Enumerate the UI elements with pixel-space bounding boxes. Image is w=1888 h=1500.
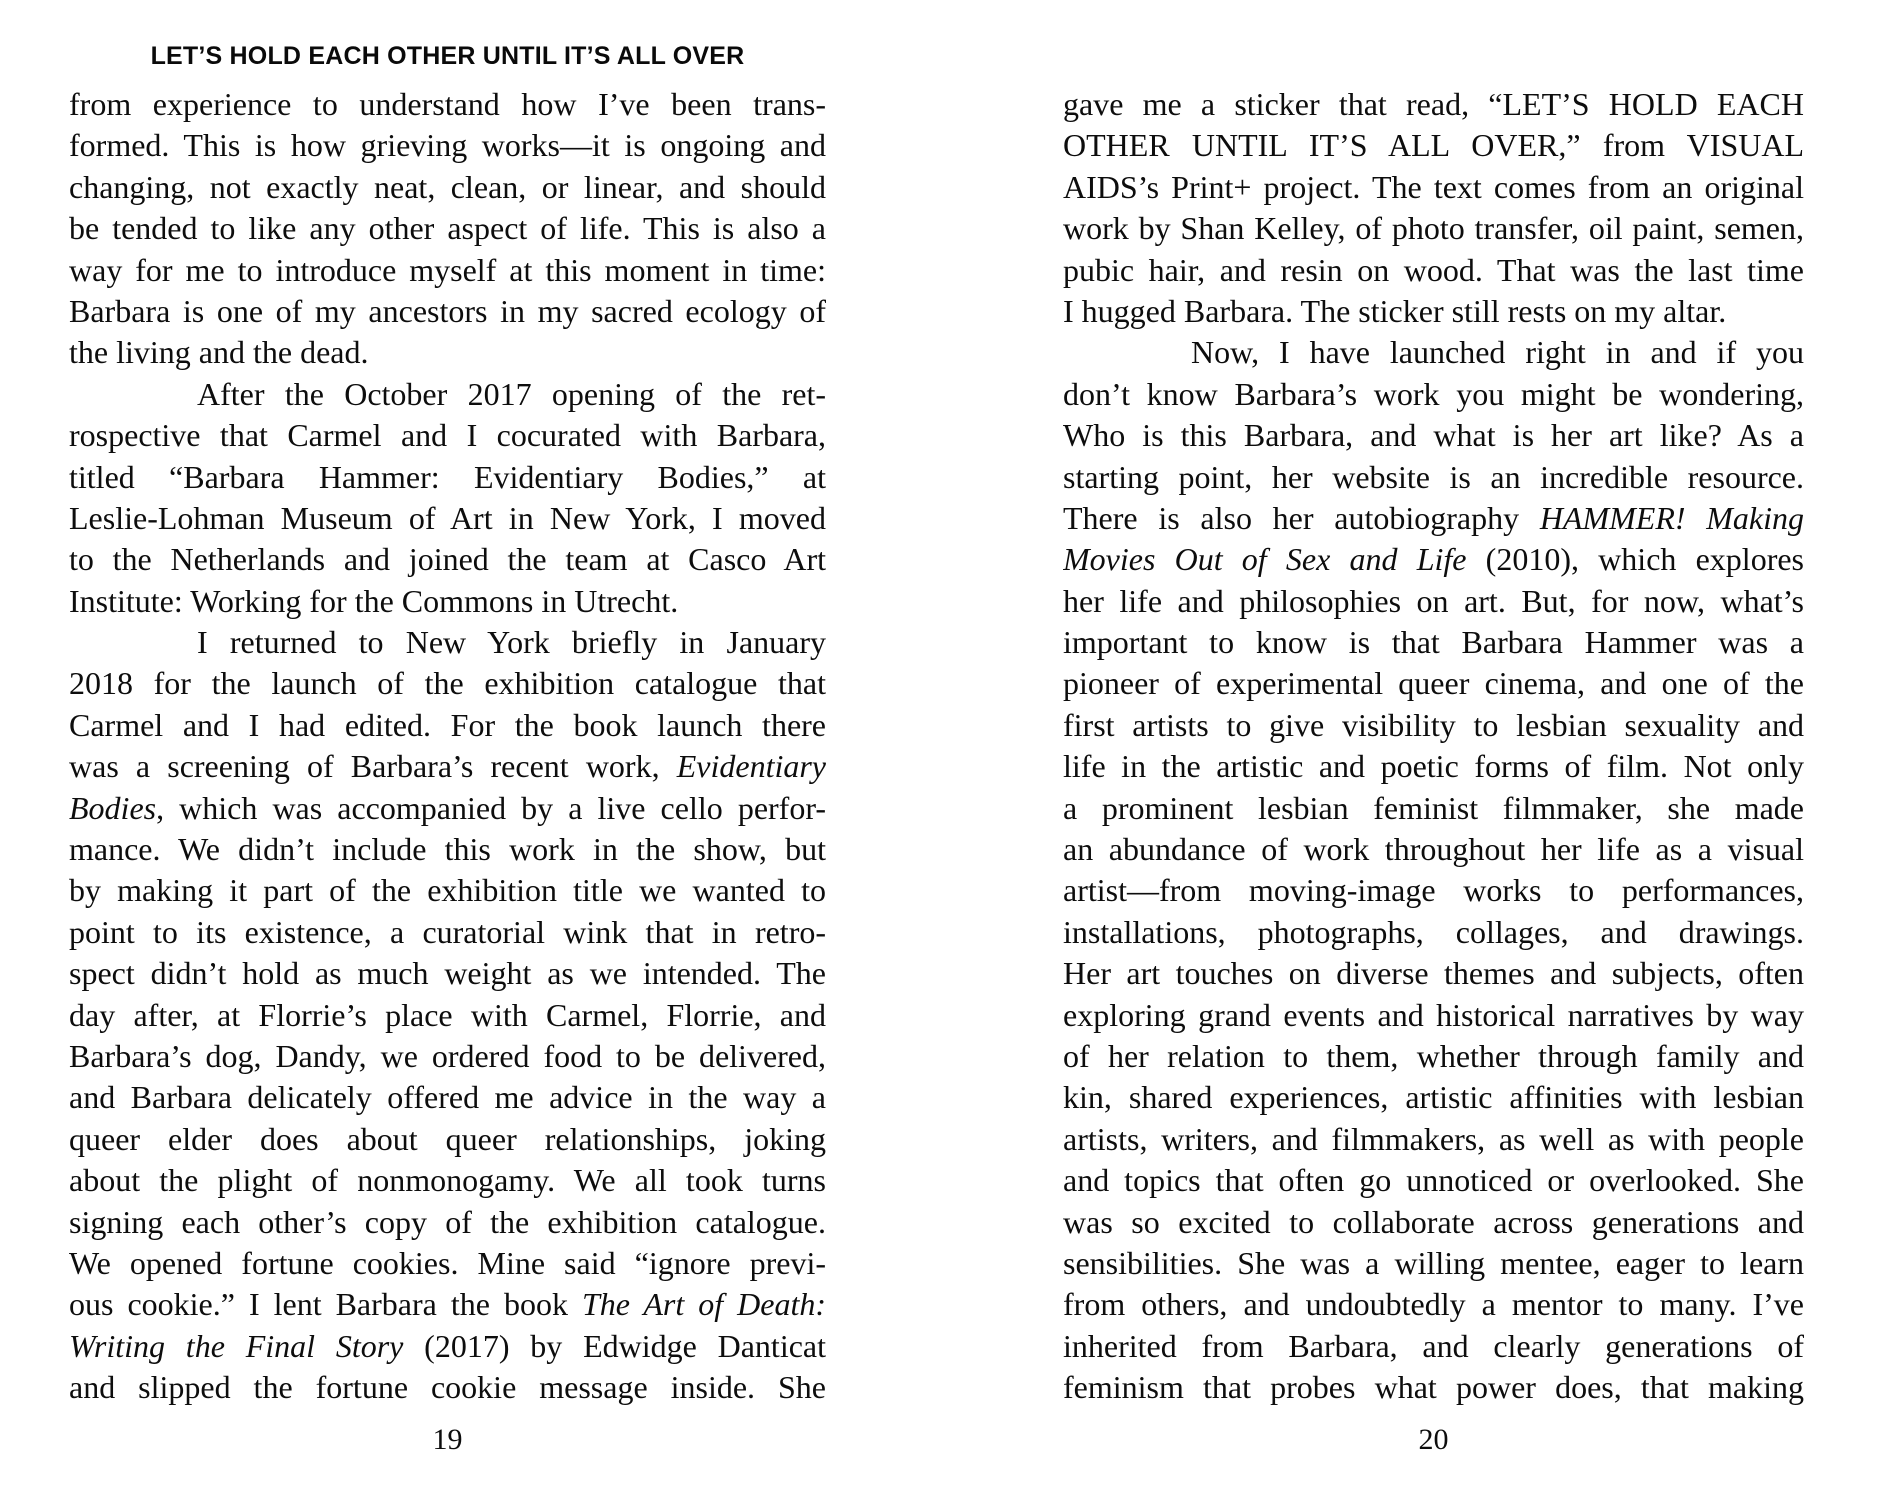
text-segment: and slipped the fortune cookie message inside. She: [69, 1369, 826, 1406]
text-segment: an abundance of work throughout her life as a visual: [1063, 831, 1804, 868]
italic-text-segment: Movies Out of Sex and Life: [1063, 541, 1467, 578]
text-line: [69, 84, 826, 125]
text-segment: OTHER UNTIL IT’S ALL OVER,” from VISUAL: [1063, 127, 1804, 164]
text-segment: first artists to give visibility to lesbian sexuality and: [1063, 706, 1804, 743]
text-segment: inherited from Barbara, and clearly generations of: [1063, 1327, 1804, 1364]
text-segment: signing each other’s copy of the exhibition catalogue.: [69, 1203, 826, 1240]
text-line: [69, 581, 826, 622]
text-segment: We opened fortune cookies. Mine said “ignore previ-: [69, 1244, 826, 1281]
italic-text-segment: The Art of Death:: [581, 1286, 826, 1323]
text-segment: Now, I have launched right in and if you: [1191, 334, 1804, 371]
text-segment: After the October 2017 opening of the ret-: [197, 375, 826, 412]
text-line: [1063, 291, 1804, 332]
text-segment: don’t know Barbara’s work you might be wondering,: [1063, 375, 1804, 412]
text-line: [1063, 829, 1804, 870]
text-segment: way for me to introduce myself at this moment in time:: [69, 251, 826, 288]
text-segment: her life and philosophies on art. But, for now, what’s: [1063, 582, 1804, 619]
text-segment: pioneer of experimental queer cinema, and one of the: [1063, 665, 1804, 702]
text-line: [1063, 498, 1804, 539]
text-segment: life in the artistic and poetic forms of film. Not only: [1063, 748, 1804, 785]
text-segment: Barbara is one of my ancestors in my sacred ecology of: [69, 292, 826, 329]
text-segment: installations, photographs, collages, and drawings.: [1063, 913, 1804, 950]
text-line: [1063, 788, 1804, 829]
text-segment: kin, shared experiences, artistic affinities with lesbian: [1063, 1079, 1804, 1116]
text-segment: from others, and undoubtedly a mentor to many. I’ve: [1063, 1286, 1804, 1323]
text-line: [1063, 1326, 1804, 1367]
text-line: [1063, 125, 1804, 166]
text-segment: Her art touches on diverse themes and subjects, often: [1063, 955, 1804, 992]
text-segment: and Barbara delicately offered me advice in the way a: [69, 1079, 826, 1116]
text-line: [1063, 953, 1804, 994]
text-segment: artist—from moving-image works to performances,: [1063, 872, 1804, 909]
page-number-left: 19: [432, 1423, 463, 1456]
page-number-right: 20: [1418, 1423, 1449, 1456]
text-line: [1063, 1160, 1804, 1201]
text-segment: formed. This is how grieving works—it is ongoing and: [69, 127, 826, 164]
text-line: [69, 1284, 826, 1325]
text-segment: gave me a sticker that read, “LET’S HOLD EACH: [1063, 86, 1804, 122]
text-line: [69, 829, 826, 870]
text-segment: to the Netherlands and joined the team at Casco Art: [69, 541, 826, 578]
text-segment: mance. We didn’t include this work in the show, but: [69, 831, 826, 868]
text-line: [1063, 167, 1804, 208]
text-segment: artists, writers, and filmmakers, as well as with people: [1063, 1120, 1804, 1157]
text-line: [1063, 1243, 1804, 1284]
text-line: [69, 498, 826, 539]
text-line: [69, 622, 826, 663]
text-line: [69, 1367, 826, 1408]
text-line: [69, 953, 826, 994]
text-segment: AIDS’s Print+ project. The text comes from an original: [1063, 168, 1804, 205]
text-line: [1063, 1077, 1804, 1118]
text-line: [1063, 1367, 1804, 1408]
italic-text-segment: HAMMER! Making: [1539, 499, 1804, 536]
text-segment: titled “Barbara Hammer: Evidentiary Bodies,” at: [69, 458, 826, 495]
text-line: [69, 1036, 826, 1077]
text-segment: sensibilities. She was a willing mentee, eager to learn: [1063, 1244, 1804, 1281]
left-page-text-column: [69, 84, 826, 1409]
text-line: [69, 415, 826, 456]
text-line: [69, 332, 826, 373]
text-line: [69, 208, 826, 249]
text-segment: Carmel and I had edited. For the book launch there: [69, 706, 826, 743]
text-line: [69, 1243, 826, 1284]
text-line: [69, 705, 826, 746]
text-segment: a prominent lesbian feminist filmmaker, she made: [1063, 789, 1804, 826]
text-line: [69, 1160, 826, 1201]
text-segment: important to know is that Barbara Hammer was a: [1063, 624, 1804, 661]
text-line: [69, 167, 826, 208]
text-segment: Who is this Barbara, and what is her art like? As a: [1063, 417, 1804, 454]
text-line: [1063, 208, 1804, 249]
text-segment: be tended to like any other aspect of life. This is also a: [69, 210, 826, 247]
text-line: [69, 995, 826, 1036]
text-line: [69, 788, 826, 829]
text-line: [69, 539, 826, 580]
text-line: [1063, 705, 1804, 746]
text-segment: work by Shan Kelley, of photo transfer, oil paint, semen,: [1063, 210, 1804, 247]
text-line: [69, 746, 826, 787]
text-segment: , which was accompanied by a live cello perfor-: [156, 789, 826, 826]
text-line: [69, 1119, 826, 1160]
text-segment: rospective that Carmel and I cocurated with Barbara,: [69, 417, 826, 454]
text-segment: day after, at Florrie’s place with Carmel, Florrie, and: [69, 996, 826, 1033]
text-segment: the living and the dead.: [69, 334, 369, 371]
text-line: [1063, 663, 1804, 704]
text-line: [1063, 539, 1804, 580]
text-line: [1063, 250, 1804, 291]
text-segment: by making it part of the exhibition title we wanted to: [69, 872, 826, 909]
text-line: [1063, 1284, 1804, 1325]
text-segment: I returned to New York briefly in January: [197, 624, 826, 661]
text-segment: starting point, her website is an incredible resource.: [1063, 458, 1804, 495]
text-line: [1063, 457, 1804, 498]
italic-text-segment: Writing the Final Story: [69, 1327, 404, 1364]
text-segment: from experience to understand how I’ve been trans-: [69, 86, 826, 122]
italic-text-segment: Bodies: [69, 789, 157, 826]
text-segment: Barbara’s dog, Dandy, we ordered food to be delivered,: [69, 1037, 826, 1074]
text-segment: spect didn’t hold as much weight as we intended. The: [69, 955, 826, 992]
text-segment: of her relation to them, whether through family and: [1063, 1037, 1804, 1074]
text-segment: feminism that probes what power does, that making: [1063, 1369, 1804, 1406]
text-line: [1063, 581, 1804, 622]
text-segment: queer elder does about queer relationships, joking: [69, 1120, 826, 1157]
text-line: [1063, 415, 1804, 456]
text-segment: ous cookie.” I lent Barbara the book: [69, 1286, 582, 1323]
text-segment: Leslie-Lohman Museum of Art in New York, I moved: [69, 499, 826, 536]
text-segment: (2017) by Edwidge Danticat: [403, 1327, 826, 1364]
text-segment: 2018 for the launch of the exhibition catalogue that: [69, 665, 826, 702]
text-line: [69, 1077, 826, 1118]
text-line: [69, 1202, 826, 1243]
text-segment: changing, not exactly neat, clean, or linear, and should: [69, 168, 826, 205]
text-line: [1063, 622, 1804, 663]
italic-text-segment: Evidentiary: [676, 748, 826, 785]
text-line: [1063, 746, 1804, 787]
text-segment: was a screening of Barbara’s recent work,: [69, 748, 677, 785]
text-segment: about the plight of nonmonogamy. We all took turns: [69, 1162, 826, 1199]
text-line: [69, 291, 826, 332]
text-line: [69, 912, 826, 953]
text-segment: was so excited to collaborate across generations and: [1063, 1203, 1804, 1240]
text-line: [1063, 332, 1804, 373]
text-segment: and topics that often go unnoticed or overlooked. She: [1063, 1162, 1804, 1199]
text-segment: I hugged Barbara. The sticker still rests on my altar.: [1063, 292, 1727, 329]
right-page-text-column: [1063, 84, 1804, 1409]
text-line: [1063, 84, 1804, 125]
text-line: [69, 870, 826, 911]
text-line: [1063, 912, 1804, 953]
text-line: [1063, 374, 1804, 415]
text-segment: exploring grand events and historical narratives by way: [1063, 996, 1804, 1033]
text-segment: point to its existence, a curatorial wink that in retro-: [69, 913, 826, 950]
text-segment: (2010), which explores: [1466, 541, 1804, 578]
text-segment: Institute: Working for the Commons in Utrecht.: [69, 582, 679, 619]
text-line: [1063, 1036, 1804, 1077]
text-line: [1063, 995, 1804, 1036]
text-segment: There is also her autobiography: [1063, 499, 1540, 536]
text-line: [1063, 870, 1804, 911]
text-line: [69, 374, 826, 415]
text-line: [69, 1326, 826, 1367]
text-line: [69, 663, 826, 704]
running-header: LET’S HOLD EACH OTHER UNTIL IT’S ALL OVER: [150, 42, 745, 70]
text-line: [69, 250, 826, 291]
text-line: [69, 457, 826, 498]
text-line: [1063, 1202, 1804, 1243]
text-segment: pubic hair, and resin on wood. That was the last time: [1063, 251, 1804, 288]
text-line: [69, 125, 826, 166]
text-line: [1063, 1119, 1804, 1160]
